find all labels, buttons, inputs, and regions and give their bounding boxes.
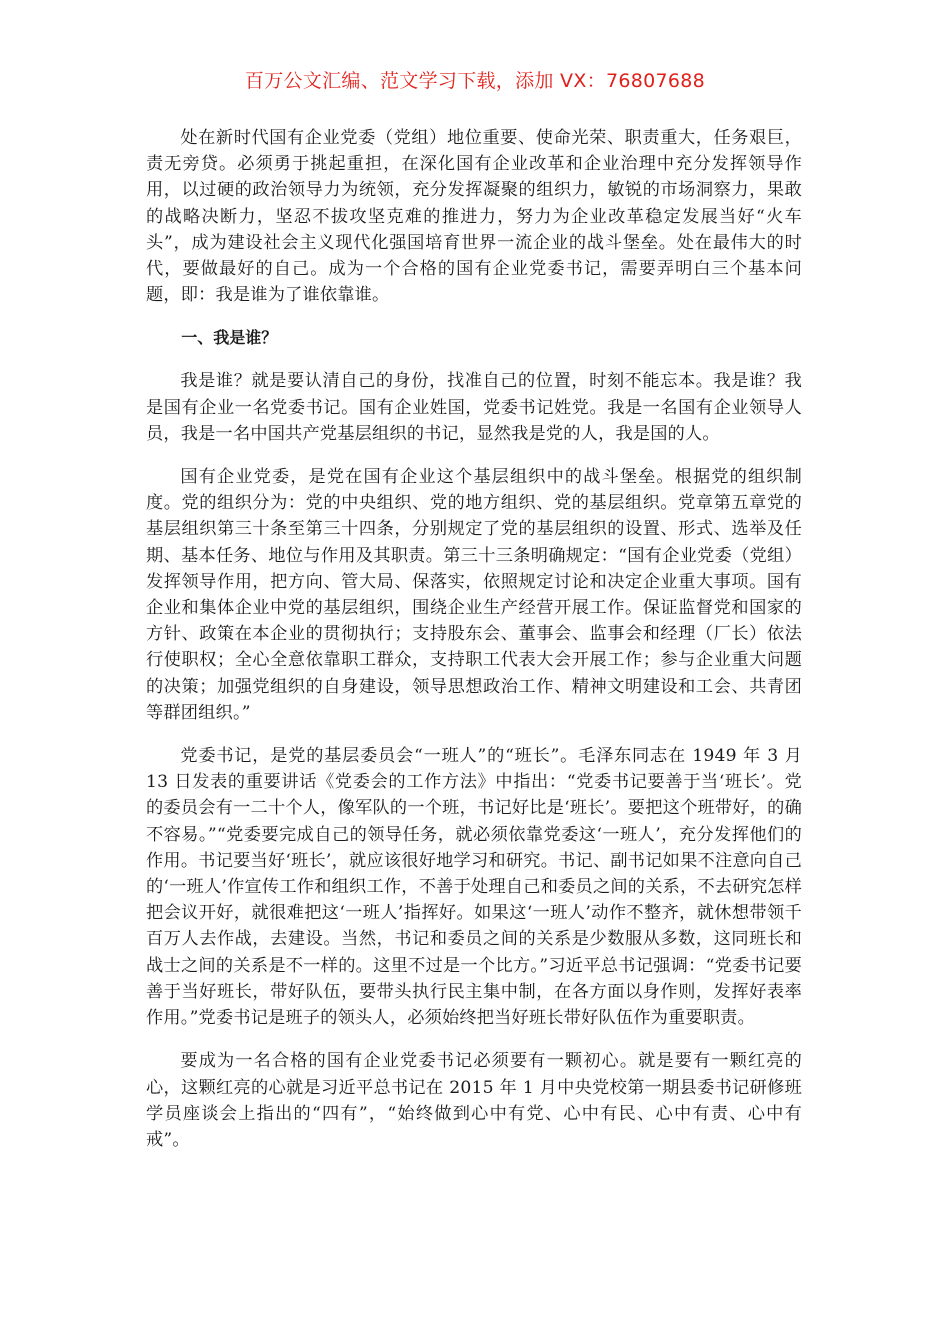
paragraph-3: 党委书记，是党的基层委员会“一班人”的“班长”。毛泽东同志在 1949 年 3 月 13 日发表的重要讲话《党委会的工作方法》中指出：“党委书记要善于当‘班长’。党的委员会有一二十个人，像军队的一个班，书记好比是‘班长’。要把这个班带好，的确不容易。”“党委要完成自己的领导任务，就必须依靠党委这‘一班人’，充分发挥他们的作用。书记要当好‘班长’，就应该很好地学习和研究。书记、副书记如果不注意向自己的‘一班人’作宣传工作和组织工作，不善于处理自己和委员之间的关系，不去研究怎样把会议开好，就很难把这‘一班人’指挥好。如果这‘一班人’动作不整齐，就休想带领千百万人去作战，去建设。当然，书记和委员之间的关系是少数服从多数，这同班长和战士之间的关系是不一样的。这里不过是一个比方。”习近平总书记强调：“党委书记要善于当好班长，带好队伍，要带头执行民主集中制，在各方面以身作则，发挥好表率作用。”党委书记是班子的领头人，必须始终把当好班长带好队伍作为重要职责。	[146, 746, 802, 1029]
paragraph-2: 国有企业党委，是党在国有企业这个基层组织中的战斗堡垒。根据党的组织制度。党的组织分为：党的中央组织、党的地方组织、党的基层组织。党章第五章党的基层组织第三十条至第三十四条，分别规定了党的基层组织的设置、形式、选举及任期、基本任务、地位与作用及其职责。第三十三条明确规定：“国有企业党委（党组）发挥领导作用，把方向、管大局、保落实，依照规定讨论和决定企业重大事项。国有企业和集体企业中党的基层组织，围绕企业生产经营开展工作。保证监督党和国家的方针、政策在本企业的贯彻执行；支持股东会、董事会、监事会和经理（厂长）依法行使职权；全心全意依靠职工群众，支持职工代表大会开展工作；参与企业重大问题的决策；加强党组织的自身建设，领导思想政治工作、精神文明建设和工会、共青团等群团组织。”	[146, 467, 802, 723]
section-heading: 一、我是谁？	[181, 328, 278, 348]
paragraph-4: 要成为一名合格的国有企业党委书记必须要有一颗初心。就是要有一颗红亮的心，这颗红亮的心就是习近平总书记在 2015 年 1 月中央党校第一期县委书记研修班学员座谈会上指出的“四有”，“始终做到心中有党、心中有民、心中有责、心中有戒”。	[146, 1051, 802, 1150]
intro-paragraph: 处在新时代国有企业党委（党组）地位重要、使命光荣、职责重大，任务艰巨，责无旁贷。必须勇于挑起重担，在深化国有企业改革和企业治理中充分发挥领导作用，以过硬的政治领导力为统领，充分发挥凝聚的组织力，敏锐的市场洞察力，果敢的战略决断力，坚忍不拔攻坚克难的推进力，努力为企业改革稳定发展当好“火车头”，成为建设社会主义现代化强国培育世界一流企业的战斗堡垒。处在最伟大的时代，要做最好的自己。成为一个合格的国有企业党委书记，需要弄明白三个基本问题，即：我是谁为了谁依靠谁。	[146, 128, 802, 306]
document-body	[146, 125, 802, 1170]
header-banner: 百万公文汇编、范文学习下载，添加 VX：76807688	[244, 70, 706, 92]
paragraph-1: 我是谁？就是要认清自己的身份，找准自己的位置，时刻不能忘本。我是谁？我是国有企业一名党委书记。国有企业姓国，党委书记姓党。我是一名国有企业领导人员，我是一名中国共产党基层组织的书记，显然我是党的人，我是国的人。	[146, 371, 802, 444]
